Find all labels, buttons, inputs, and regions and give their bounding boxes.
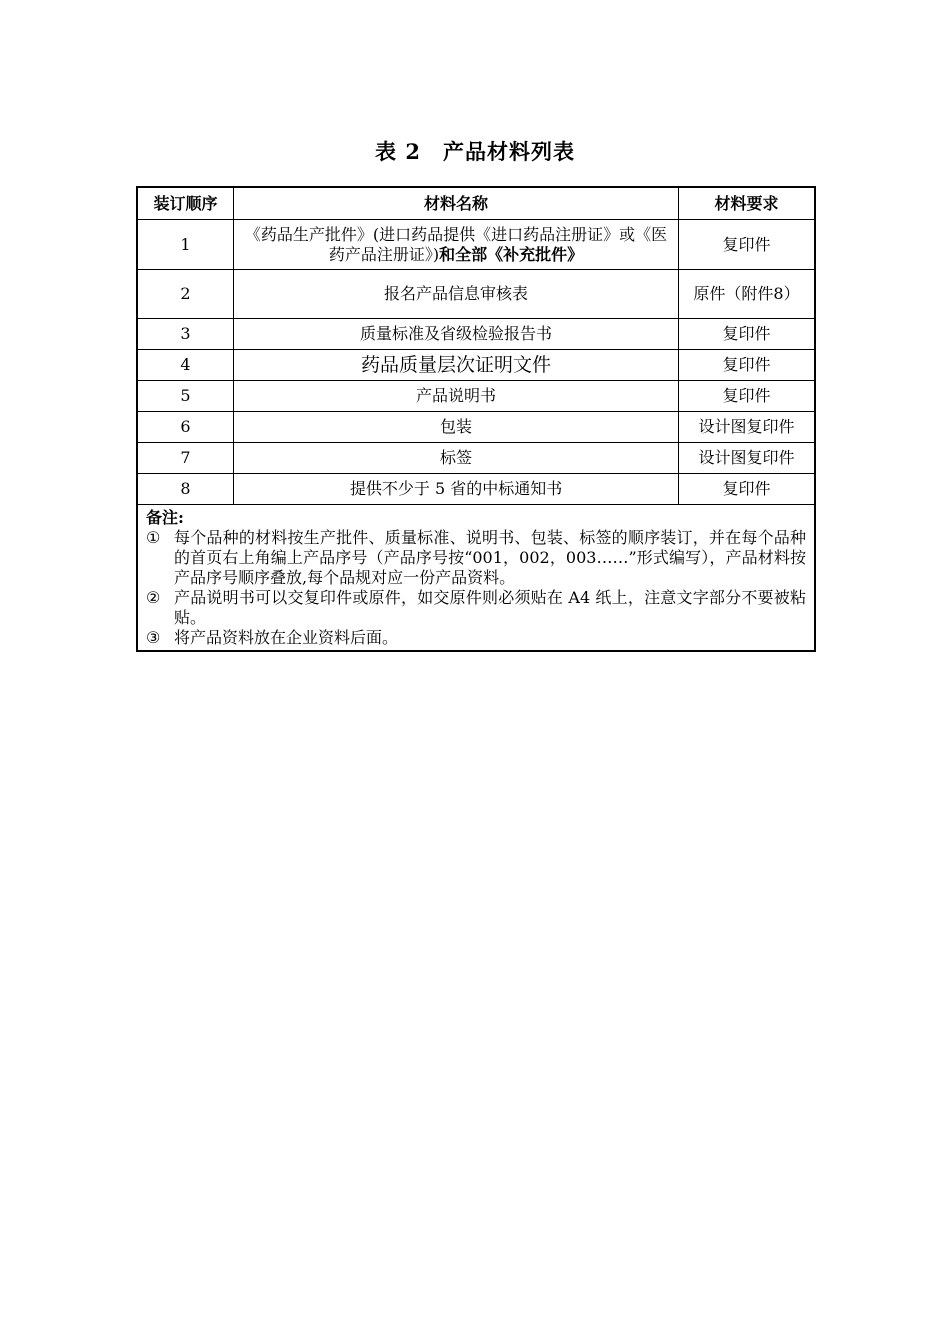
header-binding-order: 装订顺序 bbox=[137, 187, 234, 220]
notes-heading: 备注: bbox=[146, 508, 184, 527]
header-material-requirement: 材料要求 bbox=[679, 187, 815, 220]
row-number: 2 bbox=[137, 270, 234, 319]
material-requirement: 复印件 bbox=[679, 220, 815, 270]
material-name: 包装 bbox=[234, 412, 679, 443]
row-number: 6 bbox=[137, 412, 234, 443]
material-name: 产品说明书 bbox=[234, 381, 679, 412]
materials-table bbox=[136, 186, 816, 652]
notes-cell bbox=[137, 505, 815, 652]
material-requirement: 设计图复印件 bbox=[679, 443, 815, 474]
table-row bbox=[137, 381, 815, 412]
material-name: 提供不少于 5 省的中标通知书 bbox=[234, 474, 679, 505]
row-number: 4 bbox=[137, 350, 234, 381]
material-name bbox=[234, 220, 679, 270]
material-requirement: 复印件 bbox=[679, 381, 815, 412]
material-name: 标签 bbox=[234, 443, 679, 474]
material-requirement: 复印件 bbox=[679, 350, 815, 381]
row-number: 7 bbox=[137, 443, 234, 474]
note-text: 每个品种的材料按生产批件、质量标准、说明书、包装、标签的顺序装订，并在每个品种的首页右上角编上产品序号（产品序号按“001，002，003……”形式编写），产品材料按产品序号顺序叠放,每个品规对应一份产品资料。 bbox=[174, 528, 806, 587]
note-marker: ① bbox=[146, 528, 161, 547]
row-number: 5 bbox=[137, 381, 234, 412]
table-row bbox=[137, 319, 815, 350]
table-row bbox=[137, 412, 815, 443]
row-number: 1 bbox=[137, 220, 234, 270]
note-item bbox=[146, 528, 806, 588]
material-name: 药品质量层次证明文件 bbox=[234, 350, 679, 381]
table-header-row bbox=[137, 187, 815, 220]
note-text: 将产品资料放在企业资料后面。 bbox=[174, 628, 399, 647]
material-name: 质量标准及省级检验报告书 bbox=[234, 319, 679, 350]
table-row bbox=[137, 270, 815, 319]
table-row bbox=[137, 443, 815, 474]
row-number: 3 bbox=[137, 319, 234, 350]
header-material-name: 材料名称 bbox=[234, 187, 679, 220]
material-name-text: 《药品生产批件》(进口药品提供《进口药品注册证》或《医药产品注册证》) bbox=[244, 224, 668, 264]
note-item bbox=[146, 588, 806, 628]
table-row bbox=[137, 474, 815, 505]
material-requirement: 复印件 bbox=[679, 474, 815, 505]
note-marker: ③ bbox=[146, 628, 161, 647]
note-marker: ② bbox=[146, 588, 161, 607]
document-title: 表 2 产品材料列表 bbox=[375, 139, 575, 164]
material-requirement: 复印件 bbox=[679, 319, 815, 350]
note-text: 产品说明书可以交复印件或原件，如交原件则必须贴在 A4 纸上，注意文字部分不要被粘贴。 bbox=[174, 588, 806, 627]
table-row bbox=[137, 220, 815, 270]
material-requirement: 原件（附件8） bbox=[679, 270, 815, 319]
table-row bbox=[137, 350, 815, 381]
material-name: 报名产品信息审核表 bbox=[234, 270, 679, 319]
material-requirement: 设计图复印件 bbox=[679, 412, 815, 443]
row-number: 8 bbox=[137, 474, 234, 505]
note-item bbox=[146, 628, 806, 648]
material-name-bold-text: 和全部《补充批件》 bbox=[439, 244, 584, 264]
notes-row bbox=[137, 505, 815, 652]
